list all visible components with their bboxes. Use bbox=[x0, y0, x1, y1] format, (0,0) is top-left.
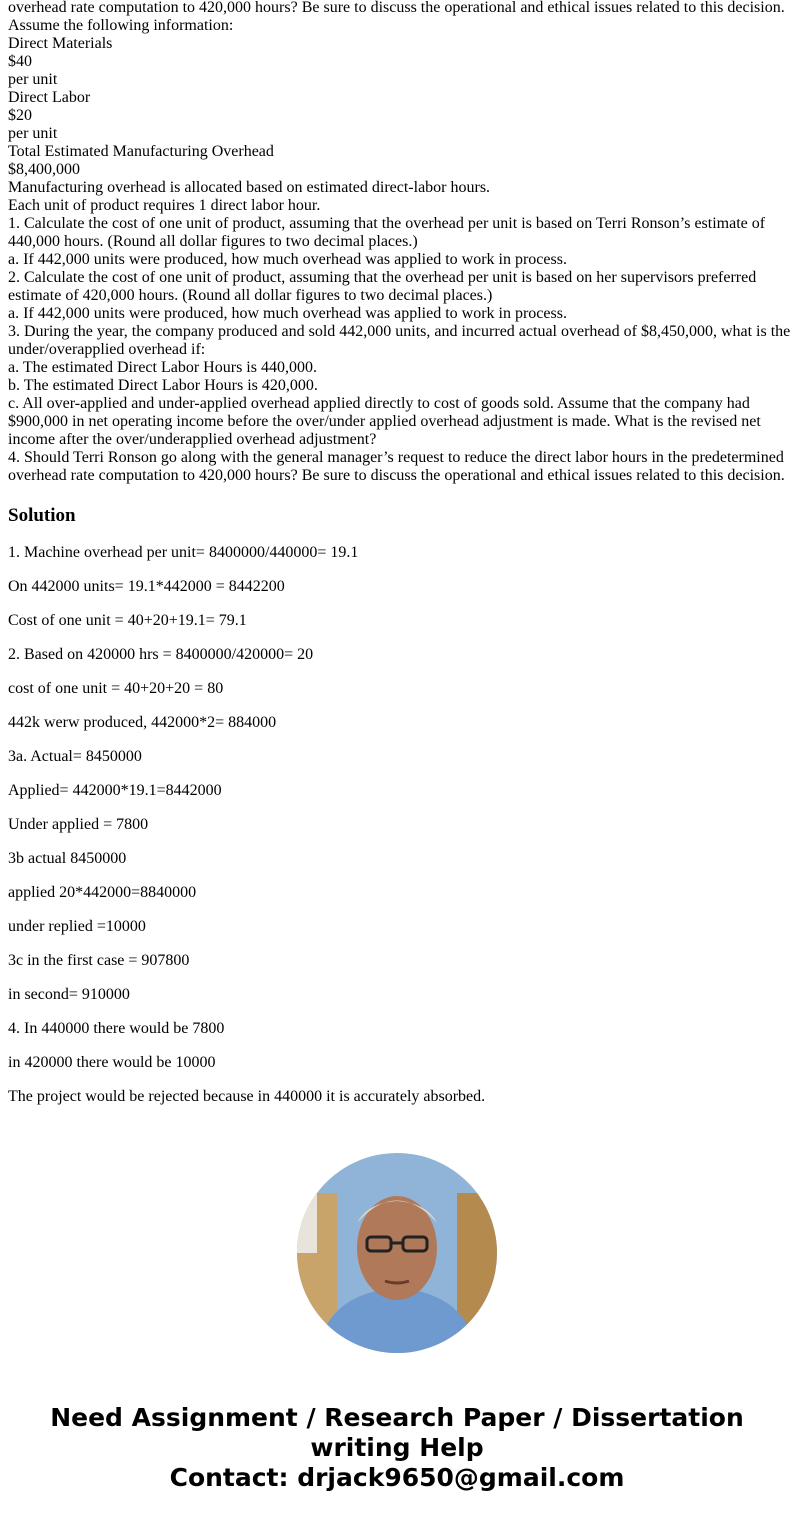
question-line: 2. Calculate the cost of one unit of product, assuming that the overhead per unit is based on her supervisors preferred estimate of 420,000 hours. (Round all dollar figures to two decimal places.) bbox=[8, 269, 757, 304]
question-line: per unit bbox=[8, 71, 58, 88]
footer-contact-email[interactable]: Contact: drjack9650@gmail.com bbox=[169, 1463, 625, 1492]
contact-footer bbox=[0, 1403, 794, 1493]
solution-line: 3a. Actual= 8450000 bbox=[8, 748, 142, 765]
solution-line: The project would be rejected because in 440000 it is accurately absorbed. bbox=[8, 1088, 486, 1105]
solution-line: 2. Based on 420000 hrs = 8400000/420000= 20 bbox=[8, 646, 314, 663]
solution-line: Cost of one unit = 40+20+19.1= 79.1 bbox=[8, 612, 247, 629]
question-line: $8,400,000 bbox=[8, 161, 80, 178]
question-line: a. The estimated Direct Labor Hours is 440,000. bbox=[8, 359, 317, 376]
solution-line: 442k werw produced, 442000*2= 884000 bbox=[8, 714, 277, 731]
solution-line: 1. Machine overhead per unit= 8400000/440000= 19.1 bbox=[8, 544, 359, 561]
question-line: 1. Calculate the cost of one unit of product, assuming that the overhead per unit is based on Terri Ronson’s estimate of 440,000 hours. (Round all dollar figures to two decimal places.) bbox=[8, 215, 766, 250]
solution-line: in second= 910000 bbox=[8, 986, 130, 1003]
footer-help-text: Need Assignment / Research Paper / Dissertation writing Help bbox=[50, 1403, 744, 1462]
question-line: Manufacturing overhead is allocated based on estimated direct-labor hours. bbox=[8, 179, 491, 196]
question-line: c. All over-applied and under-applied overhead applied directly to cost of goods sold. Assume that the company had $900,000 in net operating income before the over/under applied overhead adjustment is made. What is the revised net income after the over/underapplied overhead adjustment? bbox=[8, 395, 761, 448]
solution-line: 3b actual 8450000 bbox=[8, 850, 127, 867]
question-line: 4. Should Terri Ronson go along with the general manager’s request to reduce the direct labor hours in the predetermined overhead rate computation to 420,000 hours? Be sure to discuss the operational and ethical issues related to this decision. bbox=[8, 449, 785, 484]
solution-line: Applied= 442000*19.1=8442000 bbox=[8, 782, 222, 799]
question-line: $20 bbox=[8, 107, 32, 124]
solution-line: 3c in the first case = 907800 bbox=[8, 952, 190, 969]
question-line: $40 bbox=[8, 53, 32, 70]
solution-line: 4. In 440000 there would be 7800 bbox=[8, 1020, 225, 1037]
question-line: per unit bbox=[8, 125, 58, 142]
question-line: Assume the following information: bbox=[8, 17, 234, 34]
question-line: Direct Materials bbox=[8, 35, 113, 52]
solution-heading: Solution bbox=[8, 505, 76, 526]
question-line: 3. During the year, the company produced and sold 442,000 units, and incurred actual overhead of $8,450,000, what is the under/overapplied overhead if: bbox=[8, 323, 791, 358]
solution-line: cost of one unit = 40+20+20 = 80 bbox=[8, 680, 224, 697]
solution-line: applied 20*442000=8840000 bbox=[8, 884, 197, 901]
solution-line: On 442000 units= 19.1*442000 = 8442200 bbox=[8, 578, 285, 595]
question-line: a. If 442,000 units were produced, how much overhead was applied to work in process. bbox=[8, 251, 567, 268]
question-line: Direct Labor bbox=[8, 89, 91, 106]
solution-body bbox=[8, 544, 788, 1122]
question-line: a. If 442,000 units were produced, how much overhead was applied to work in process. bbox=[8, 305, 567, 322]
solution-line: under replied =10000 bbox=[8, 918, 146, 935]
author-avatar bbox=[297, 1153, 497, 1353]
question-line: overhead rate computation to 420,000 hours? Be sure to discuss the operational and ethical issues related to this decision. bbox=[8, 0, 785, 16]
solution-line: in 420000 there would be 10000 bbox=[8, 1054, 216, 1071]
question-text bbox=[8, 0, 792, 485]
question-line: Each unit of product requires 1 direct labor hour. bbox=[8, 197, 321, 214]
question-line: Total Estimated Manufacturing Overhead bbox=[8, 143, 274, 160]
question-line: b. The estimated Direct Labor Hours is 420,000. bbox=[8, 377, 318, 394]
solution-line: Under applied = 7800 bbox=[8, 816, 149, 833]
